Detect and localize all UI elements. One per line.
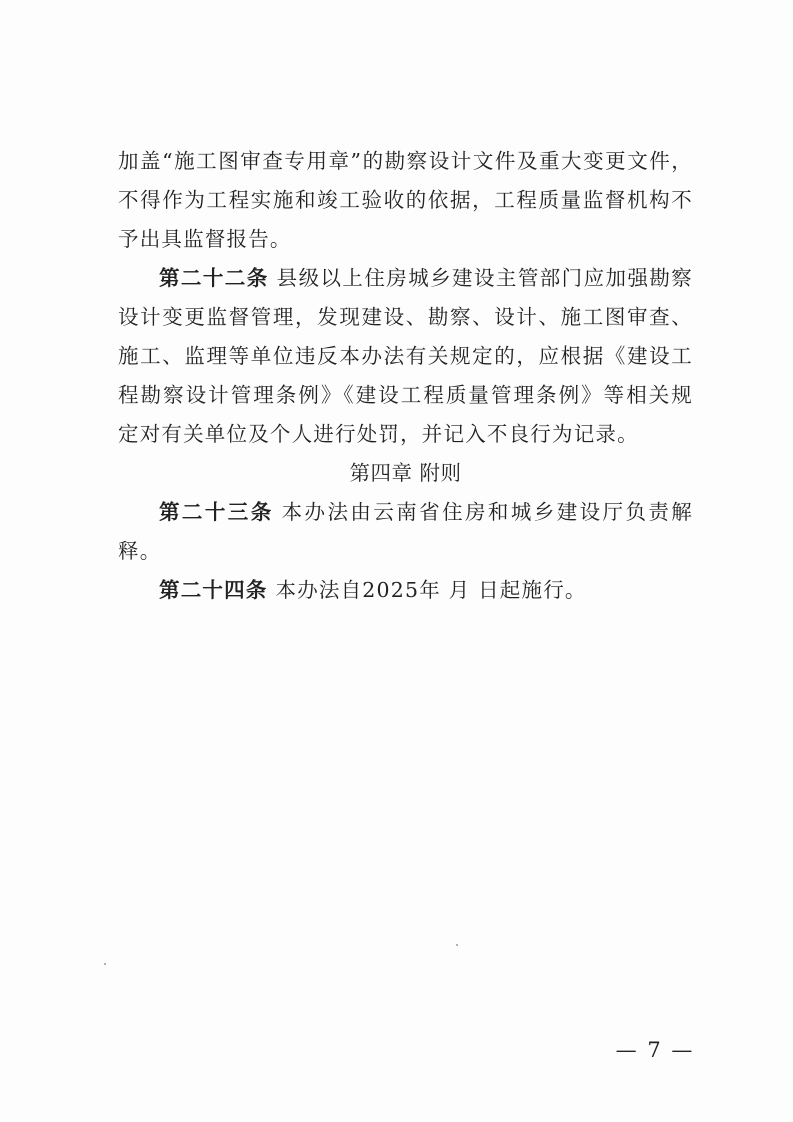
document-body bbox=[118, 142, 693, 610]
article-24-text: 本办法自2025年 月 日起施行。 bbox=[275, 578, 587, 602]
article-23-text: 本办法由云南省住房和城乡建设厅负责解释。 bbox=[118, 500, 694, 563]
article-24 bbox=[118, 571, 693, 610]
article-23-number: 第二十三条 bbox=[159, 500, 274, 524]
continued-paragraph: 加盖“施工图审查专用章”的勘察设计文件及重大变更文件，不得作为工程实施和竣工验收的依据，工程质量监督机构不予出具监督报告。 bbox=[118, 149, 693, 251]
chapter-title: 第四章 附则 bbox=[349, 461, 462, 485]
scan-speck bbox=[456, 944, 458, 946]
article-22-text: 县级以上住房城乡建设主管部门应加强勘察设计变更监督管理，发现建设、勘察、设计、施工图审查、施工、监理等单位违反本办法有关规定的，应根据《建设工程勘察设计管理条例》《建设工程质量管理条例》等相关规定对有关单位及个人进行处罚，并记入不良行为记录。 bbox=[118, 266, 693, 446]
article-22 bbox=[118, 259, 693, 454]
scan-speck bbox=[104, 963, 106, 965]
article-22-number: 第二十二条 bbox=[159, 266, 269, 290]
page-number: — 7 — bbox=[615, 1038, 695, 1062]
article-23 bbox=[118, 493, 693, 571]
article-24-number: 第二十四条 bbox=[159, 578, 268, 602]
